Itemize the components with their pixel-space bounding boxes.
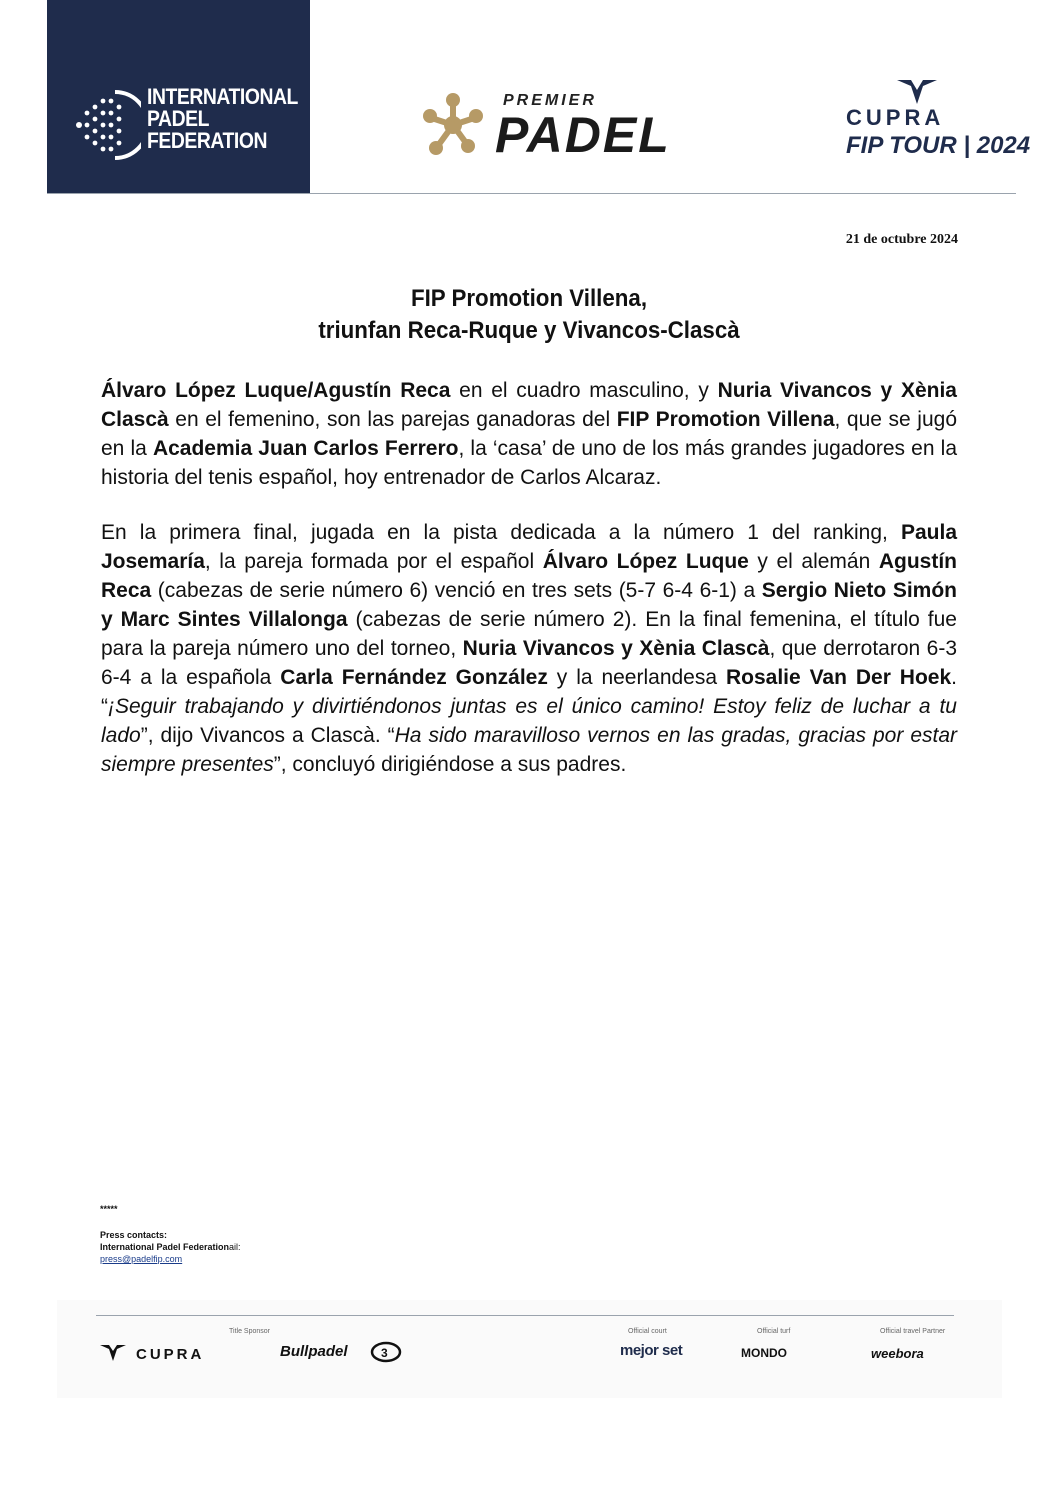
sponsor-divider <box>96 1315 954 1316</box>
press-email-link[interactable]: press@padelfip.com <box>100 1254 183 1264</box>
quote: ¡Seguir trabajando y divirtiéndonos juntas es el único camino! Estoy feliz de luchar a tu lado <box>101 695 957 747</box>
premier-label: PREMIER <box>503 92 597 109</box>
bold-name: Nuria Vivancos y Xènia Clascà <box>462 637 770 660</box>
ipf-wordmark: INTERNATIONAL PADEL FEDERATION <box>147 84 298 153</box>
article-title <box>100 283 958 347</box>
text-run: y el alemán <box>748 550 879 573</box>
official-court-label: Official court <box>628 1328 667 1335</box>
text-run: en el femenino, son las parejas ganadoras del <box>168 408 617 431</box>
bullpadel-sponsor-logo: Bullpadel <box>280 1343 348 1360</box>
bold-name: Agustín Reca <box>101 550 957 602</box>
header-divider <box>47 193 1016 194</box>
padel-wordmark: PADEL <box>495 107 671 163</box>
bold-name: Álvaro López Luque <box>542 550 749 573</box>
text-run: en el cuadro masculino, y <box>450 379 718 402</box>
text-run: y la neerlandesa <box>547 666 726 689</box>
text-run: ”, concluyó dirigiéndose a sus padres. <box>273 753 627 776</box>
weebora-sponsor-logo: weebora <box>871 1346 924 1361</box>
paragraph-2 <box>101 518 957 779</box>
travel-partner-label: Official travel Partner <box>880 1328 946 1335</box>
bold-name: Álvaro López Luque/Agustín Reca <box>101 379 451 402</box>
text-run: , que derrotaron 6-3 6-4 a la española <box>101 637 957 689</box>
bold-name: Rosalie Van Der Hoek <box>725 666 952 689</box>
text-run: (cabezas de serie número 2). En la final femenina, el título fue para la pareja número uno del torneo, <box>101 608 957 660</box>
mondo-sponsor-logo: MONDO <box>741 1346 787 1360</box>
bold-name: Sergio Nieto Simón y Marc Sintes Villalonga <box>101 579 958 631</box>
text-run: . “ <box>101 666 957 718</box>
text-run: , que se jugó en la <box>101 408 957 460</box>
ipf-logo-block <box>47 0 310 194</box>
bold-name: FIP Promotion Villena <box>616 408 835 431</box>
text-run: En la primera final, jugada en la pista dedicada a la número 1 del ranking, <box>101 521 901 544</box>
mejorset-sponsor-logo: mejor set <box>620 1342 683 1359</box>
press-release-date: 21 de octubre 2024 <box>845 232 958 247</box>
press-contacts-heading: Press contacts: <box>100 1230 168 1240</box>
text-run: ”, dijo Vivancos a Clascà. “ <box>140 724 395 747</box>
title-line-1: FIP Promotion Villena, <box>410 285 648 312</box>
svg-text:3: 3 <box>381 1346 388 1360</box>
press-contact-org: International Padel Federationail: <box>100 1242 241 1252</box>
cupra-sponsor-emblem-icon <box>100 1345 126 1361</box>
paragraph-1 <box>101 376 957 492</box>
text-run: (cabezas de serie número 6) venció en tres sets (5-7 6-4 6-1) a <box>151 579 762 602</box>
cupra-emblem-icon <box>897 80 937 104</box>
text-run: , la ‘casa’ de uno de los más grandes jugadores en la historia del tenis español, hoy entrenador de Carlos Alcaraz. <box>101 437 957 489</box>
bullpadel-badge-icon <box>370 1341 402 1363</box>
title-sponsor-label: Title Sponsor <box>229 1328 270 1335</box>
bold-name: Carla Fernández González <box>280 666 548 689</box>
ipf-ball-icon <box>75 88 141 162</box>
separator-stars: ***** <box>100 1204 118 1214</box>
text-run: , la pareja formada por el español <box>204 550 543 573</box>
cupra-wordmark: CUPRA <box>846 105 945 130</box>
bold-name: Nuria Vivancos y Xènia Clascà <box>101 379 957 431</box>
title-line-2: triunfan Reca-Ruque y Vivancos-Clascà <box>318 317 740 344</box>
bold-name: Academia Juan Carlos Ferrero <box>152 437 459 460</box>
fip-tour-2024-label: FIP TOUR | 2024 <box>846 132 1031 159</box>
quote: Ha sido maravilloso vernos en las gradas, gracias por estar siempre presentes <box>101 724 958 776</box>
bold-name: Paula Josemaría <box>101 521 957 573</box>
official-turf-label: Official turf <box>757 1328 791 1335</box>
premier-padel-flower-icon <box>418 90 488 160</box>
cupra-sponsor-logo: CUPRA <box>136 1346 205 1363</box>
